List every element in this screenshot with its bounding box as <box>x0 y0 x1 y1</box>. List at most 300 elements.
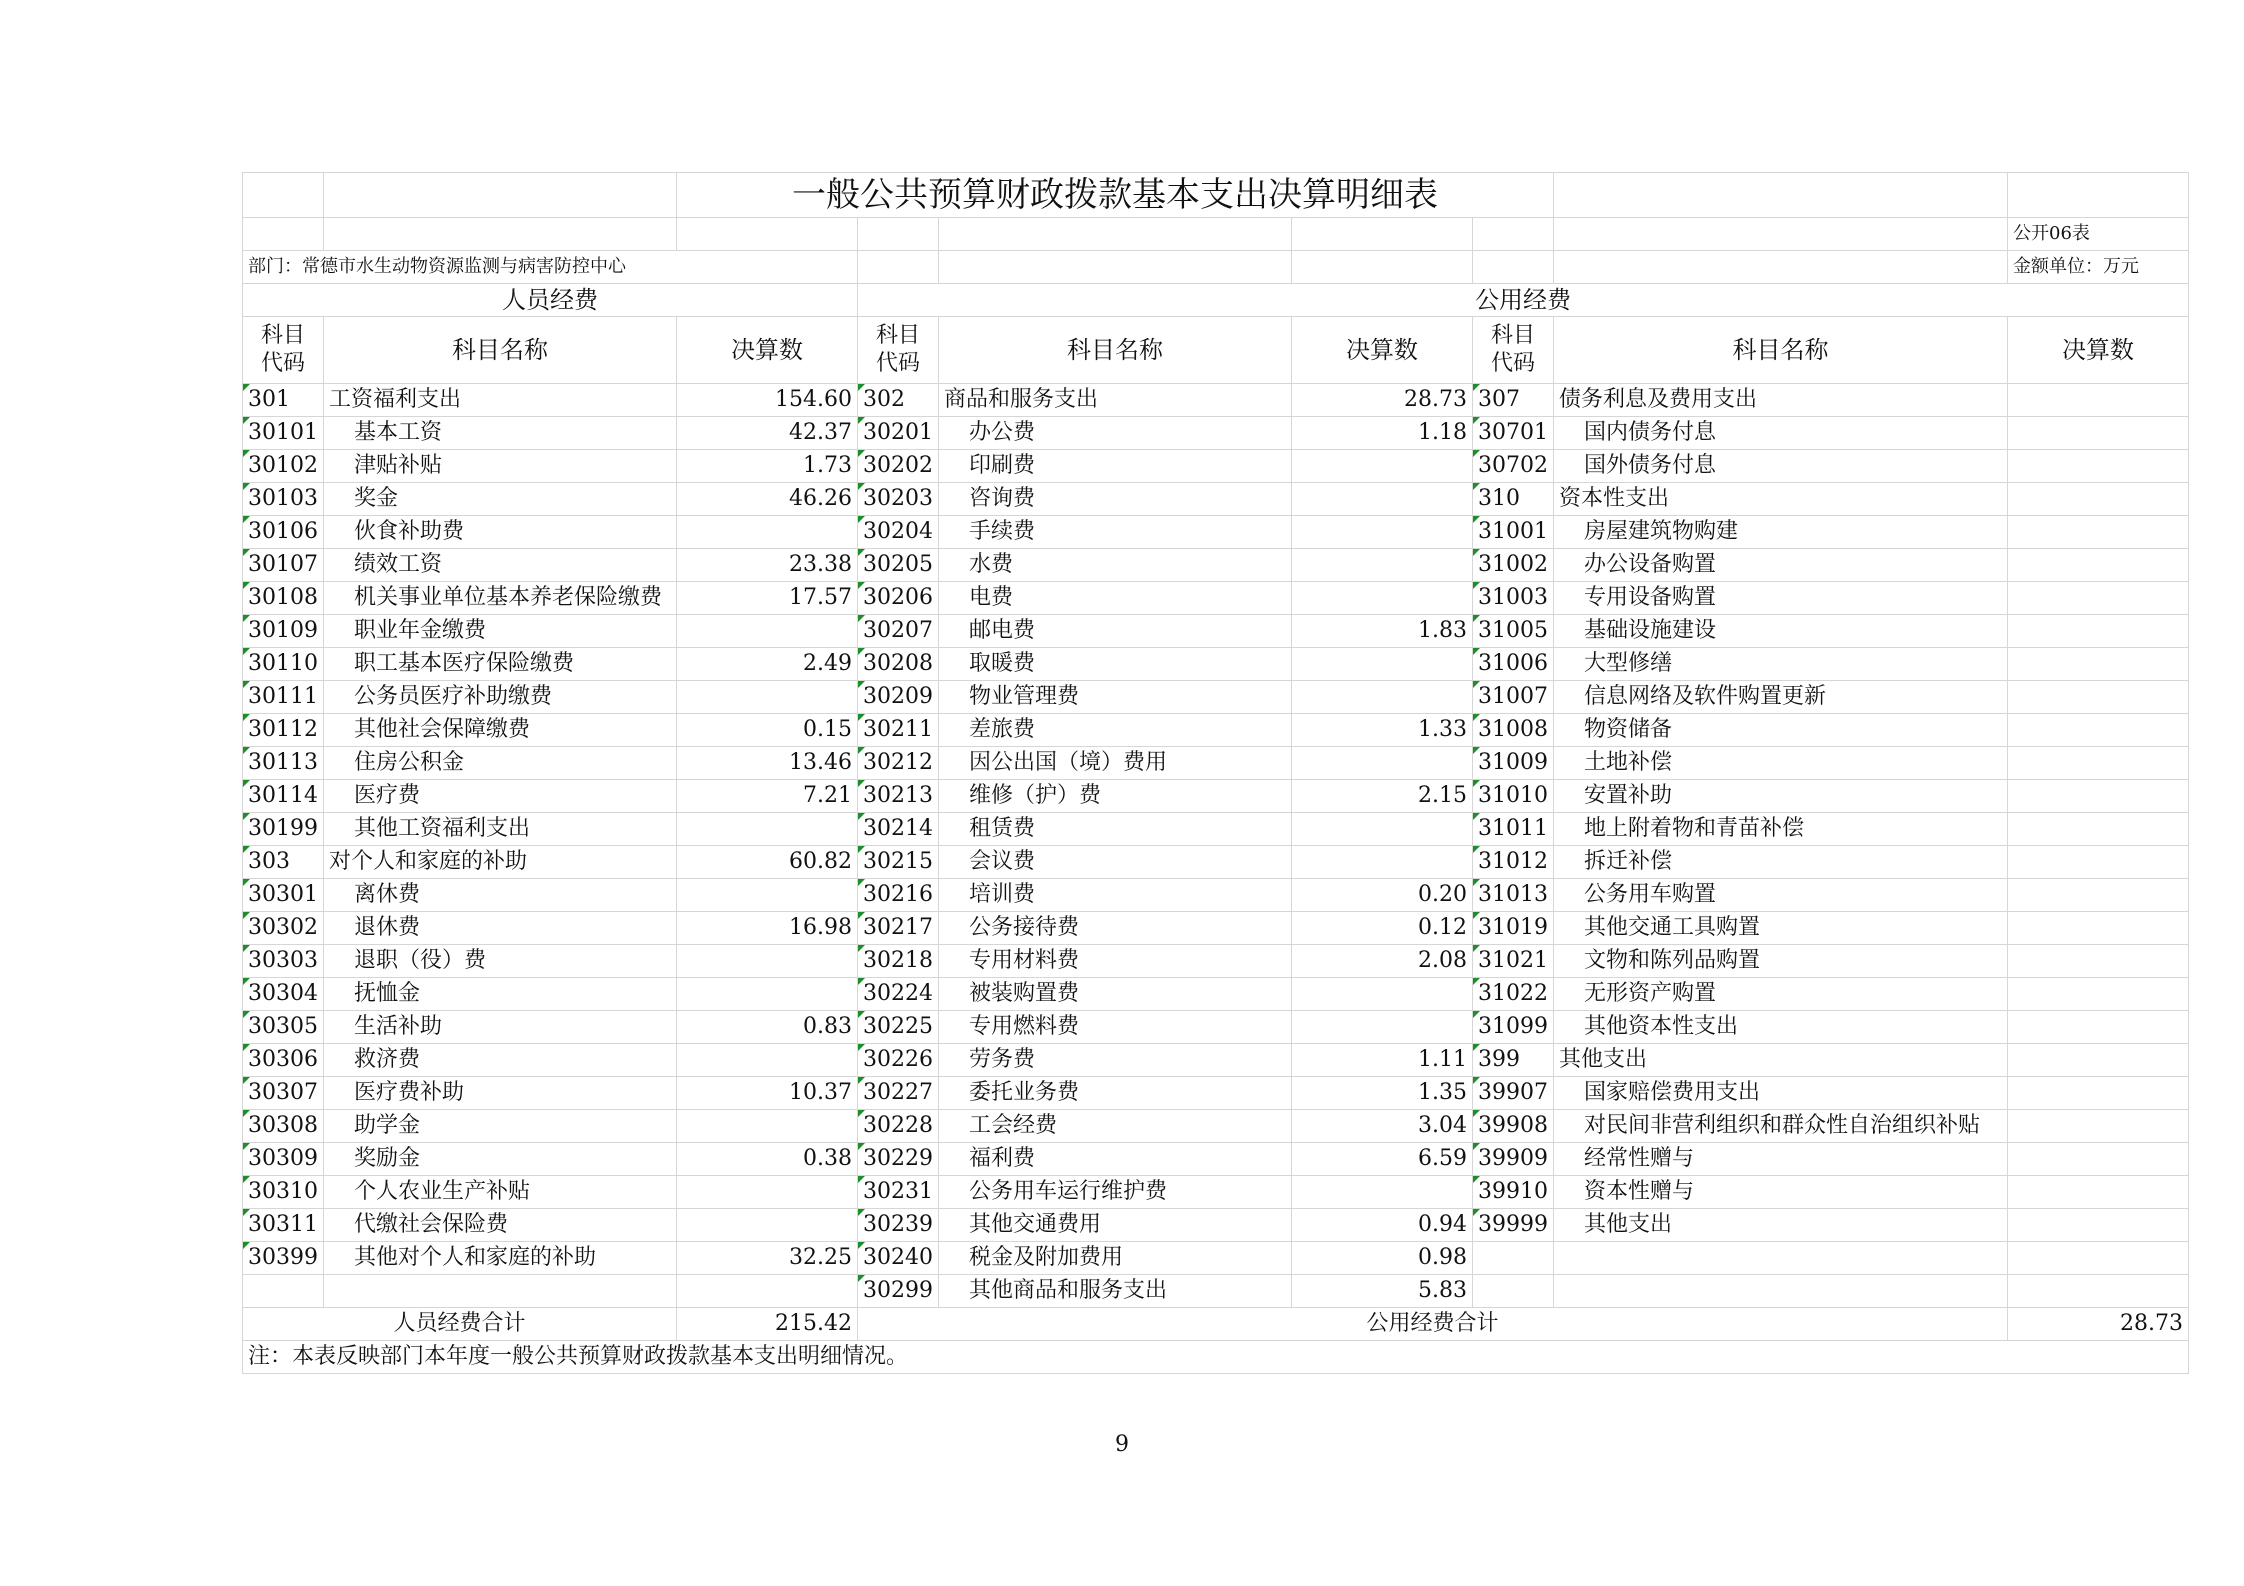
subject-code: 31011 <box>1473 813 1554 846</box>
amount-value <box>1292 747 1473 780</box>
subject-code: 30110 <box>243 648 324 681</box>
subject-name: 劳务费 <box>939 1044 1292 1077</box>
blank-cell <box>939 218 1292 251</box>
subject-name: 对民间非营利组织和群众性自治组织补贴 <box>1554 1110 2008 1143</box>
subject-name: 资本性赠与 <box>1554 1176 2008 1209</box>
subject-code: 30701 <box>1473 417 1554 450</box>
subject-code: 307 <box>1473 384 1554 417</box>
blank-cell <box>324 218 677 251</box>
personnel-total-label: 人员经费合计 <box>243 1308 677 1341</box>
subject-name: 工会经费 <box>939 1110 1292 1143</box>
table-row <box>243 417 2189 450</box>
subject-code: 30204 <box>858 516 939 549</box>
subject-code: 30109 <box>243 615 324 648</box>
subject-code: 30112 <box>243 714 324 747</box>
subject-code: 31009 <box>1473 747 1554 780</box>
subject-code: 302 <box>858 384 939 417</box>
subject-code: 30208 <box>858 648 939 681</box>
amount-value: 1.11 <box>1292 1044 1473 1077</box>
amount-value <box>2008 912 2189 945</box>
subject-name: 租赁费 <box>939 813 1292 846</box>
amount-value <box>2008 714 2189 747</box>
subject-code: 31008 <box>1473 714 1554 747</box>
amount-value <box>2008 1077 2189 1110</box>
amount-value <box>1292 582 1473 615</box>
amount-value <box>1292 549 1473 582</box>
amount-value <box>2008 945 2189 978</box>
blank-cell <box>1292 251 1473 284</box>
subject-name: 伙食补助费 <box>324 516 677 549</box>
personnel-total-value: 215.42 <box>677 1308 858 1341</box>
amount-value <box>2008 978 2189 1011</box>
header-code <box>1473 317 1554 384</box>
table-row <box>243 516 2189 549</box>
header-code-line1: 科目 <box>1491 323 1536 348</box>
amount-value: 2.15 <box>1292 780 1473 813</box>
subject-code <box>1473 1275 1554 1308</box>
subject-code: 31022 <box>1473 978 1554 1011</box>
amount-value <box>2008 1176 2189 1209</box>
blank-cell <box>1473 251 1554 284</box>
subject-code: 30309 <box>243 1143 324 1176</box>
subject-code: 30102 <box>243 450 324 483</box>
subject-name: 邮电费 <box>939 615 1292 648</box>
blank-cell <box>1554 218 2008 251</box>
amount-value: 5.83 <box>1292 1275 1473 1308</box>
subject-name: 因公出国（境）费用 <box>939 747 1292 780</box>
subject-code: 31099 <box>1473 1011 1554 1044</box>
subject-code: 30199 <box>243 813 324 846</box>
amount-value <box>677 1275 858 1308</box>
subject-name: 专用材料费 <box>939 945 1292 978</box>
subject-name: 住房公积金 <box>324 747 677 780</box>
amount-value <box>1292 648 1473 681</box>
subject-code: 30229 <box>858 1143 939 1176</box>
subject-name: 生活补助 <box>324 1011 677 1044</box>
amount-value: 0.15 <box>677 714 858 747</box>
subject-name: 电费 <box>939 582 1292 615</box>
subject-code: 30206 <box>858 582 939 615</box>
header-amount: 决算数 <box>1292 317 1473 384</box>
subject-code: 30207 <box>858 615 939 648</box>
subject-code: 31021 <box>1473 945 1554 978</box>
subject-name: 奖金 <box>324 483 677 516</box>
subject-code: 30306 <box>243 1044 324 1077</box>
amount-value: 7.21 <box>677 780 858 813</box>
amount-value <box>1292 1011 1473 1044</box>
amount-value <box>677 1209 858 1242</box>
table-row <box>243 681 2189 714</box>
subject-name: 其他社会保障缴费 <box>324 714 677 747</box>
amount-value <box>2008 813 2189 846</box>
amount-value <box>677 945 858 978</box>
subject-name: 培训费 <box>939 879 1292 912</box>
amount-value: 60.82 <box>677 846 858 879</box>
amount-value: 0.20 <box>1292 879 1473 912</box>
amount-value: 42.37 <box>677 417 858 450</box>
subject-code: 39910 <box>1473 1176 1554 1209</box>
header-name: 科目名称 <box>324 317 677 384</box>
subject-code: 301 <box>243 384 324 417</box>
subject-name: 救济费 <box>324 1044 677 1077</box>
subject-name: 大型修缮 <box>1554 648 2008 681</box>
table-row <box>243 978 2189 1011</box>
amount-value <box>677 516 858 549</box>
public-total-label: 公用经费合计 <box>858 1308 2008 1341</box>
subject-code: 310 <box>1473 483 1554 516</box>
subject-name: 专用燃料费 <box>939 1011 1292 1044</box>
subject-name: 津贴补贴 <box>324 450 677 483</box>
subject-code: 31006 <box>1473 648 1554 681</box>
subject-code: 30211 <box>858 714 939 747</box>
subject-name: 基础设施建设 <box>1554 615 2008 648</box>
amount-value: 23.38 <box>677 549 858 582</box>
subject-code: 30311 <box>243 1209 324 1242</box>
subject-code: 30215 <box>858 846 939 879</box>
subject-name: 国家赔偿费用支出 <box>1554 1077 2008 1110</box>
amount-value <box>677 978 858 1011</box>
subject-code: 30227 <box>858 1077 939 1110</box>
subject-code: 31002 <box>1473 549 1554 582</box>
table-row <box>243 879 2189 912</box>
amount-value <box>677 1110 858 1143</box>
amount-value: 1.83 <box>1292 615 1473 648</box>
header-code-line2: 代码 <box>875 351 920 376</box>
table-row <box>243 1077 2189 1110</box>
subject-name <box>1554 1275 2008 1308</box>
amount-value: 0.38 <box>677 1143 858 1176</box>
header-code-line1: 科目 <box>260 323 305 348</box>
amount-value <box>2008 1275 2189 1308</box>
header-amount: 决算数 <box>2008 317 2189 384</box>
subject-name: 物业管理费 <box>939 681 1292 714</box>
subject-name: 文物和陈列品购置 <box>1554 945 2008 978</box>
table-row <box>243 1110 2189 1143</box>
subject-code: 31012 <box>1473 846 1554 879</box>
subject-code: 30702 <box>1473 450 1554 483</box>
subject-name: 手续费 <box>939 516 1292 549</box>
table-row <box>243 1275 2189 1308</box>
subject-name: 对个人和家庭的补助 <box>324 846 677 879</box>
amount-value <box>1292 450 1473 483</box>
blank-cell <box>1473 218 1554 251</box>
subject-code: 30212 <box>858 747 939 780</box>
amount-value <box>2008 1143 2189 1176</box>
form-number: 公开06表 <box>2008 218 2189 251</box>
blank-cell <box>939 251 1292 284</box>
amount-value <box>2008 1011 2189 1044</box>
blank-cell <box>1292 218 1473 251</box>
header-code-line2: 代码 <box>1491 351 1536 376</box>
subject-code: 30307 <box>243 1077 324 1110</box>
amount-value <box>677 1044 858 1077</box>
amount-value <box>2008 879 2189 912</box>
amount-value <box>2008 846 2189 879</box>
blank-cell <box>677 218 858 251</box>
subject-code: 30304 <box>243 978 324 1011</box>
amount-value: 1.35 <box>1292 1077 1473 1110</box>
subject-name: 离休费 <box>324 879 677 912</box>
table-row <box>243 648 2189 681</box>
subject-code: 30240 <box>858 1242 939 1275</box>
subject-code: 30202 <box>858 450 939 483</box>
subject-name: 经常性赠与 <box>1554 1143 2008 1176</box>
subject-code: 30106 <box>243 516 324 549</box>
table-row <box>243 747 2189 780</box>
subject-name: 奖励金 <box>324 1143 677 1176</box>
subject-name: 退休费 <box>324 912 677 945</box>
group-header-public: 公用经费 <box>858 284 2189 317</box>
subject-code: 39908 <box>1473 1110 1554 1143</box>
subject-code: 30218 <box>858 945 939 978</box>
subject-name: 助学金 <box>324 1110 677 1143</box>
subject-name: 办公设备购置 <box>1554 549 2008 582</box>
amount-value <box>1292 516 1473 549</box>
subject-name: 抚恤金 <box>324 978 677 1011</box>
subject-name: 公务用车运行维护费 <box>939 1176 1292 1209</box>
amount-value: 46.26 <box>677 483 858 516</box>
subject-name: 国外债务付息 <box>1554 450 2008 483</box>
amount-value <box>1292 483 1473 516</box>
table-row <box>243 582 2189 615</box>
subject-name: 公务用车购置 <box>1554 879 2008 912</box>
unit-label: 金额单位：万元 <box>2008 251 2189 284</box>
table-row <box>243 1011 2189 1044</box>
amount-value: 6.59 <box>1292 1143 1473 1176</box>
table-row <box>243 483 2189 516</box>
subject-name: 安置补助 <box>1554 780 2008 813</box>
amount-value: 17.57 <box>677 582 858 615</box>
amount-value <box>1292 846 1473 879</box>
amount-value: 28.73 <box>1292 384 1473 417</box>
subject-name: 绩效工资 <box>324 549 677 582</box>
subject-name: 其他支出 <box>1554 1044 2008 1077</box>
subject-name: 债务利息及费用支出 <box>1554 384 2008 417</box>
subject-code: 303 <box>243 846 324 879</box>
subject-name: 其他对个人和家庭的补助 <box>324 1242 677 1275</box>
amount-value <box>2008 450 2189 483</box>
subject-code: 30217 <box>858 912 939 945</box>
subject-code: 30228 <box>858 1110 939 1143</box>
subject-code: 30108 <box>243 582 324 615</box>
subject-name <box>1554 1242 2008 1275</box>
table-row <box>243 549 2189 582</box>
subject-code: 30107 <box>243 549 324 582</box>
subject-code: 31007 <box>1473 681 1554 714</box>
subject-name: 资本性支出 <box>1554 483 2008 516</box>
subject-name: 其他商品和服务支出 <box>939 1275 1292 1308</box>
table-row <box>243 384 2189 417</box>
amount-value: 0.98 <box>1292 1242 1473 1275</box>
table-row <box>243 780 2189 813</box>
header-code-line2: 代码 <box>260 351 305 376</box>
subject-name: 取暖费 <box>939 648 1292 681</box>
subject-code: 30101 <box>243 417 324 450</box>
amount-value <box>2008 681 2189 714</box>
subject-name: 无形资产购置 <box>1554 978 2008 1011</box>
blank-cell <box>1554 251 2008 284</box>
subject-name <box>324 1275 677 1308</box>
subject-name: 印刷费 <box>939 450 1292 483</box>
blank-cell <box>243 218 324 251</box>
amount-value: 1.33 <box>1292 714 1473 747</box>
subject-code: 31010 <box>1473 780 1554 813</box>
subject-name: 公务接待费 <box>939 912 1292 945</box>
amount-value: 1.18 <box>1292 417 1473 450</box>
subject-code: 30399 <box>243 1242 324 1275</box>
amount-value: 2.49 <box>677 648 858 681</box>
subject-name: 信息网络及软件购置更新 <box>1554 681 2008 714</box>
subject-name: 其他工资福利支出 <box>324 813 677 846</box>
amount-value <box>2008 582 2189 615</box>
subject-code: 30239 <box>858 1209 939 1242</box>
subject-code: 30302 <box>243 912 324 945</box>
subject-code: 30303 <box>243 945 324 978</box>
subject-name: 医疗费补助 <box>324 1077 677 1110</box>
subject-name: 地上附着物和青苗补偿 <box>1554 813 2008 846</box>
subject-name: 工资福利支出 <box>324 384 677 417</box>
amount-value: 0.12 <box>1292 912 1473 945</box>
amount-value: 10.37 <box>677 1077 858 1110</box>
subject-name: 会议费 <box>939 846 1292 879</box>
amount-value <box>2008 417 2189 450</box>
subject-code: 30111 <box>243 681 324 714</box>
blank-cell <box>858 218 939 251</box>
amount-value <box>677 879 858 912</box>
amount-value <box>2008 516 2189 549</box>
subject-name: 其他资本性支出 <box>1554 1011 2008 1044</box>
subject-name: 基本工资 <box>324 417 677 450</box>
blank-cell <box>858 251 939 284</box>
subject-code: 30209 <box>858 681 939 714</box>
subject-name: 个人农业生产补贴 <box>324 1176 677 1209</box>
subject-code: 30226 <box>858 1044 939 1077</box>
subject-code: 399 <box>1473 1044 1554 1077</box>
table-row <box>243 1242 2189 1275</box>
amount-value <box>2008 780 2189 813</box>
subject-name: 医疗费 <box>324 780 677 813</box>
subject-code: 30216 <box>858 879 939 912</box>
table-row <box>243 1044 2189 1077</box>
subject-name: 差旅费 <box>939 714 1292 747</box>
subject-code: 30231 <box>858 1176 939 1209</box>
subject-code: 30114 <box>243 780 324 813</box>
amount-value <box>2008 615 2189 648</box>
amount-value <box>677 813 858 846</box>
subject-code: 30224 <box>858 978 939 1011</box>
amount-value <box>1292 681 1473 714</box>
subject-name: 其他交通工具购置 <box>1554 912 2008 945</box>
amount-value <box>1292 978 1473 1011</box>
header-name: 科目名称 <box>939 317 1292 384</box>
subject-code: 30113 <box>243 747 324 780</box>
blank-cell <box>324 173 677 218</box>
table-row <box>243 1143 2189 1176</box>
table-row <box>243 450 2189 483</box>
amount-value <box>2008 648 2189 681</box>
subject-code: 31019 <box>1473 912 1554 945</box>
subject-code: 31001 <box>1473 516 1554 549</box>
subject-name: 拆迁补偿 <box>1554 846 2008 879</box>
subject-name: 被装购置费 <box>939 978 1292 1011</box>
amount-value: 1.73 <box>677 450 858 483</box>
subject-name: 水费 <box>939 549 1292 582</box>
amount-value: 3.04 <box>1292 1110 1473 1143</box>
subject-name: 职工基本医疗保险缴费 <box>324 648 677 681</box>
subject-code: 30213 <box>858 780 939 813</box>
header-name: 科目名称 <box>1554 317 2008 384</box>
subject-name: 公务员医疗补助缴费 <box>324 681 677 714</box>
subject-code: 30203 <box>858 483 939 516</box>
blank-cell <box>243 173 324 218</box>
subject-code: 30205 <box>858 549 939 582</box>
subject-name: 物资储备 <box>1554 714 2008 747</box>
amount-value <box>1292 1176 1473 1209</box>
amount-value <box>677 615 858 648</box>
subject-name: 国内债务付息 <box>1554 417 2008 450</box>
subject-code: 30301 <box>243 879 324 912</box>
table-row <box>243 1209 2189 1242</box>
amount-value: 13.46 <box>677 747 858 780</box>
subject-code: 30308 <box>243 1110 324 1143</box>
header-code-line1: 科目 <box>875 323 920 348</box>
subject-code: 31003 <box>1473 582 1554 615</box>
amount-value <box>2008 1044 2189 1077</box>
subject-code <box>1473 1242 1554 1275</box>
subject-name: 土地补偿 <box>1554 747 2008 780</box>
subject-name: 办公费 <box>939 417 1292 450</box>
subject-name: 专用设备购置 <box>1554 582 2008 615</box>
amount-value <box>2008 1110 2189 1143</box>
subject-code: 30201 <box>858 417 939 450</box>
amount-value <box>2008 1209 2189 1242</box>
subject-name: 商品和服务支出 <box>939 384 1292 417</box>
subject-code <box>243 1275 324 1308</box>
blank-cell <box>2008 173 2189 218</box>
subject-code: 30214 <box>858 813 939 846</box>
subject-code: 30103 <box>243 483 324 516</box>
header-code <box>858 317 939 384</box>
subject-name: 机关事业单位基本养老保险缴费 <box>324 582 677 615</box>
subject-name: 委托业务费 <box>939 1077 1292 1110</box>
page-title: 一般公共预算财政拨款基本支出决算明细表 <box>677 173 1554 218</box>
table-row <box>243 912 2189 945</box>
table-row <box>243 615 2189 648</box>
subject-name: 咨询费 <box>939 483 1292 516</box>
subject-code: 30305 <box>243 1011 324 1044</box>
amount-value <box>2008 1242 2189 1275</box>
amount-value: 0.83 <box>677 1011 858 1044</box>
header-amount: 决算数 <box>677 317 858 384</box>
department-label: 部门：常德市水生动物资源监测与病害防控中心 <box>243 251 858 284</box>
subject-name: 福利费 <box>939 1143 1292 1176</box>
amount-value <box>2008 483 2189 516</box>
amount-value: 2.08 <box>1292 945 1473 978</box>
subject-code: 30225 <box>858 1011 939 1044</box>
table-row <box>243 813 2189 846</box>
footnote: 注：本表反映部门本年度一般公共预算财政拨款基本支出明细情况。 <box>243 1341 2189 1374</box>
amount-value <box>677 681 858 714</box>
amount-value <box>2008 549 2189 582</box>
group-header-personnel: 人员经费 <box>243 284 858 317</box>
header-code <box>243 317 324 384</box>
amount-value: 16.98 <box>677 912 858 945</box>
subject-name: 退职（役）费 <box>324 945 677 978</box>
amount-value: 154.60 <box>677 384 858 417</box>
amount-value <box>677 1176 858 1209</box>
subject-code: 39907 <box>1473 1077 1554 1110</box>
subject-code: 31005 <box>1473 615 1554 648</box>
